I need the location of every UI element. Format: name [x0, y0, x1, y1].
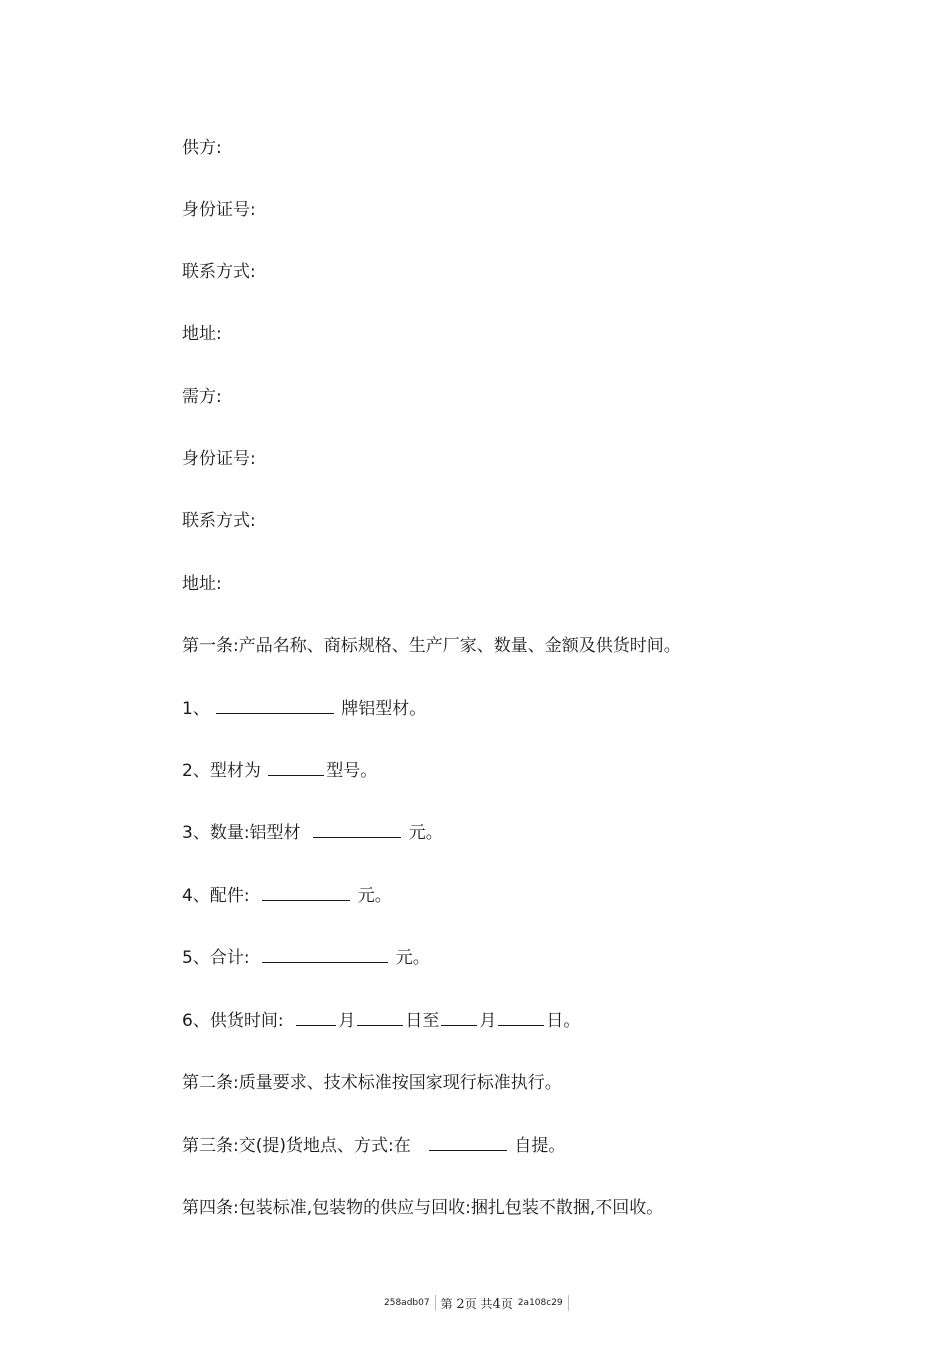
item6-month2: 月	[479, 1011, 497, 1031]
supplier-label: 供方:	[182, 138, 222, 158]
page-prefix: 第	[440, 1296, 453, 1311]
article1-item6	[182, 1010, 580, 1032]
footer-divider-right	[568, 1295, 569, 1311]
item2-suffix: 型号。	[326, 761, 378, 781]
supplier-address-label: 地址:	[182, 324, 222, 344]
article1-item2	[182, 760, 377, 782]
item6-prefix: 6、供货时间:	[182, 1011, 284, 1031]
item5-suffix: 元。	[395, 948, 430, 968]
article3-prefix: 第三条:交(提)货地点、方式:在	[182, 1136, 411, 1156]
item2-prefix: 2、型材为	[182, 761, 261, 781]
article1-item1	[182, 698, 426, 720]
footer-right-code: 2a108c29	[517, 1298, 563, 1308]
buyer-id-label: 身份证号:	[182, 449, 256, 469]
article2-text: 第二条:质量要求、技术标准按国家现行标准执行。	[182, 1073, 562, 1093]
start-day-blank[interactable]	[357, 1010, 403, 1026]
buyer-address-label: 地址:	[182, 574, 222, 594]
end-month-blank[interactable]	[441, 1010, 477, 1026]
item6-day-to: 日至	[405, 1011, 440, 1031]
page-suffix: 页	[500, 1296, 513, 1311]
parts-blank[interactable]	[262, 885, 350, 901]
article1-item3	[182, 822, 443, 844]
end-day-blank[interactable]	[498, 1010, 544, 1026]
article1-item4	[182, 885, 392, 907]
total-blank[interactable]	[262, 947, 388, 963]
supplier-contact-label: 联系方式:	[182, 262, 256, 282]
buyer-contact-label: 联系方式:	[182, 511, 256, 531]
footer-left-code: 258adb07	[384, 1298, 430, 1308]
item1-suffix: 牌铝型材。	[341, 699, 427, 719]
page-number	[441, 1295, 513, 1312]
item6-day-end: 日。	[546, 1011, 581, 1031]
brand-blank[interactable]	[216, 698, 334, 714]
item1-prefix: 1、	[182, 699, 210, 719]
buyer-label: 需方:	[182, 387, 222, 407]
page-mid: 页 共	[464, 1296, 493, 1311]
footer-divider-left	[435, 1295, 436, 1311]
item3-suffix: 元。	[408, 823, 443, 843]
page-total: 4	[492, 1296, 501, 1312]
item6-month1: 月	[338, 1011, 356, 1031]
item5-prefix: 5、合计:	[182, 948, 250, 968]
page-footer	[384, 1294, 574, 1312]
model-blank[interactable]	[268, 760, 324, 776]
item3-prefix: 3、数量:铝型材	[182, 823, 301, 843]
article4-text: 第四条:包装标准,包装物的供应与回收:捆扎包装不散捆,不回收。	[182, 1198, 664, 1218]
article3-suffix: 自提。	[514, 1136, 566, 1156]
item4-suffix: 元。	[357, 886, 392, 906]
delivery-place-blank[interactable]	[429, 1135, 507, 1151]
supplier-id-label: 身份证号:	[182, 200, 256, 220]
article1-item5	[182, 947, 430, 969]
page-current: 2	[456, 1296, 465, 1312]
start-month-blank[interactable]	[296, 1010, 336, 1026]
article1-title: 第一条:产品名称、商标规格、生产厂家、数量、金额及供货时间。	[182, 636, 681, 656]
item4-prefix: 4、配件:	[182, 886, 250, 906]
article3	[182, 1135, 565, 1157]
quantity-blank[interactable]	[313, 822, 401, 838]
